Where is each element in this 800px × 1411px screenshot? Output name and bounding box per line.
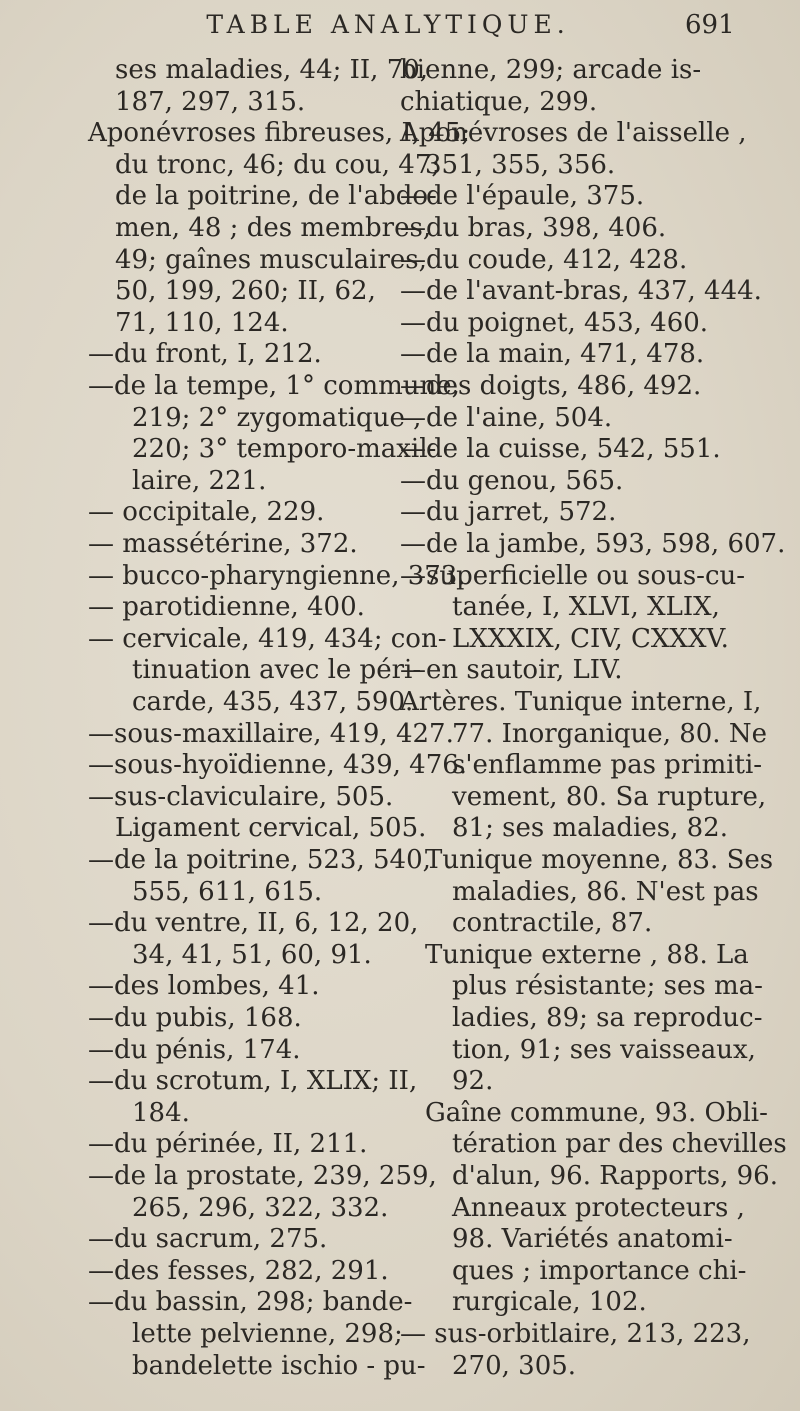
index-line: ses maladies, 44; II, 70,	[115, 55, 429, 85]
index-line: —des doigts, 486, 492.	[400, 371, 702, 401]
index-line: d'alun, 96. Rapports, 96.	[452, 1161, 778, 1191]
index-line: 351, 355, 356.	[425, 149, 616, 180]
index-line: — parotidienne, 400.	[88, 592, 365, 623]
index-line: 265, 296, 322, 332.	[132, 1192, 389, 1223]
index-line: 187, 297, 315.	[115, 86, 306, 117]
index-line: ques ; importance chi-	[452, 1255, 747, 1286]
index-line: —de la prostate, 239, 259,	[88, 1161, 437, 1191]
index-line: de la poitrine, de l'abdo-	[115, 181, 437, 212]
running-head	[0, 6, 800, 46]
index-line: Gaîne commune, 93. Obli-	[425, 1097, 768, 1128]
index-line: 219; 2° zygomatique ,	[132, 402, 422, 433]
index-line: —de l'avant-bras, 437, 444.	[400, 276, 762, 307]
index-line: —de la cuisse, 542, 551.	[400, 434, 721, 465]
index-line: —du coude, 412, 428.	[400, 244, 688, 275]
index-line: —sous-maxillaire, 419, 427.	[88, 718, 454, 749]
index-line: — massétérine, 372.	[88, 529, 358, 559]
index-line: —des fesses, 282, 291.	[88, 1255, 389, 1286]
index-line: LXXXIX, CIV, CXXXV.	[452, 623, 729, 654]
index-line: 49; gaînes musculaires,	[115, 244, 427, 275]
index-line: 50, 199, 260; II, 62,	[115, 276, 376, 307]
index-line: —du poignet, 453, 460.	[400, 307, 709, 338]
index-line: —des lombes, 41.	[88, 971, 320, 1002]
index-line: —du bras, 398, 406.	[400, 213, 667, 243]
index-line: bienne, 299; arcade is-	[400, 55, 702, 85]
index-line: —du ventre, II, 6, 12, 20,	[88, 908, 419, 939]
index-line: Aponévroses fibreuses, I, 45;	[88, 118, 471, 149]
index-line: —du front, I, 212.	[88, 339, 322, 370]
index-line: —du bassin, 298; bande-	[88, 1287, 413, 1318]
index-line: Anneaux protecteurs ,	[452, 1192, 745, 1223]
index-line: — cervicale, 419, 434; con-	[88, 623, 447, 654]
index-line: maladies, 86. N'est pas	[452, 876, 759, 907]
index-line: Ligament cervical, 505.	[115, 813, 427, 844]
index-line: 98. Variétés anatomi-	[452, 1224, 733, 1255]
index-line: tération par des chevilles	[452, 1129, 787, 1160]
index-line: 77. Inorganique, 80. Ne	[452, 718, 767, 749]
index-line: men, 48 ; des membres,	[115, 213, 432, 243]
index-line: —de la tempe, 1° commune,	[88, 371, 460, 401]
index-line: 220; 3° temporo-maxil-	[132, 434, 437, 465]
index-line: —superficielle ou sous-cu-	[400, 560, 746, 591]
index-line: vement, 80. Sa rupture,	[452, 781, 767, 812]
index-line: Aponévroses de l'aisselle ,	[400, 118, 747, 149]
index-line: tion, 91; ses vaisseaux,	[452, 1034, 756, 1065]
index-line: — bucco-pharyngienne, 373.	[88, 560, 466, 591]
index-line: —du jarret, 572.	[400, 497, 617, 528]
index-line: rurgicale, 102.	[452, 1287, 647, 1318]
index-line: — sus-orbitlaire, 213, 223,	[400, 1319, 751, 1349]
index-line: plus résistante; ses ma-	[452, 971, 763, 1002]
index-line: 184.	[132, 1097, 190, 1128]
page-number: 691	[685, 10, 735, 40]
index-line: —sous-hyoïdienne, 439, 476.	[88, 750, 468, 781]
index-line: 270, 305.	[452, 1350, 577, 1381]
index-line: —du genou, 565.	[400, 465, 624, 496]
index-line: tanée, I, XLVI, XLIX,	[452, 592, 720, 623]
page-title: TABLE ANALYTIQUE.	[206, 10, 570, 39]
index-line: ladies, 89; sa reproduc-	[452, 1003, 763, 1033]
index-line: —de la jambe, 593, 598, 607.	[400, 529, 786, 559]
index-line: du tronc, 46; du cou, 47;	[115, 149, 441, 180]
index-line: —sus-claviculaire, 505.	[88, 781, 394, 812]
index-line: —du sacrum, 275.	[88, 1224, 328, 1255]
index-line: chiatique, 299.	[400, 86, 598, 117]
index-line: —de l'aine, 504.	[400, 402, 613, 433]
index-line: Artères. Tunique interne, I,	[400, 687, 762, 717]
index-line: tinuation avec le péri-	[132, 655, 422, 686]
index-line: —du scrotum, I, XLIX; II,	[88, 1066, 418, 1097]
index-line: Tunique moyenne, 83. Ses	[425, 845, 774, 875]
index-line: —du pubis, 168.	[88, 1003, 302, 1033]
index-line: 71, 110, 124.	[115, 307, 289, 338]
index-line: —de la poitrine, 523, 540,	[88, 845, 431, 875]
index-line: laire, 221.	[132, 465, 267, 496]
index-line: —en sautoir, LIV.	[400, 655, 623, 686]
index-line: —du pénis, 174.	[88, 1034, 301, 1065]
index-line: 34, 41, 51, 60, 91.	[132, 939, 372, 970]
index-line: —de la main, 471, 478.	[400, 339, 705, 370]
index-line: 81; ses maladies, 82.	[452, 813, 728, 844]
index-line: 92.	[452, 1066, 494, 1097]
index-line: Tunique externe , 88. La	[425, 939, 749, 970]
index-line: — occipitale, 229.	[88, 497, 325, 528]
index-line: carde, 435, 437, 590.	[132, 687, 414, 717]
index-line: lette pelvienne, 298;	[132, 1319, 403, 1349]
index-line: —du périnée, II, 211.	[88, 1129, 368, 1160]
index-line: bandelette ischio - pu-	[132, 1350, 426, 1381]
index-line: —de l'épaule, 375.	[400, 181, 645, 212]
index-line: 555, 611, 615.	[132, 876, 323, 907]
index-line: contractile, 87.	[452, 908, 653, 939]
index-line: s'enflamme pas primiti-	[452, 750, 763, 781]
